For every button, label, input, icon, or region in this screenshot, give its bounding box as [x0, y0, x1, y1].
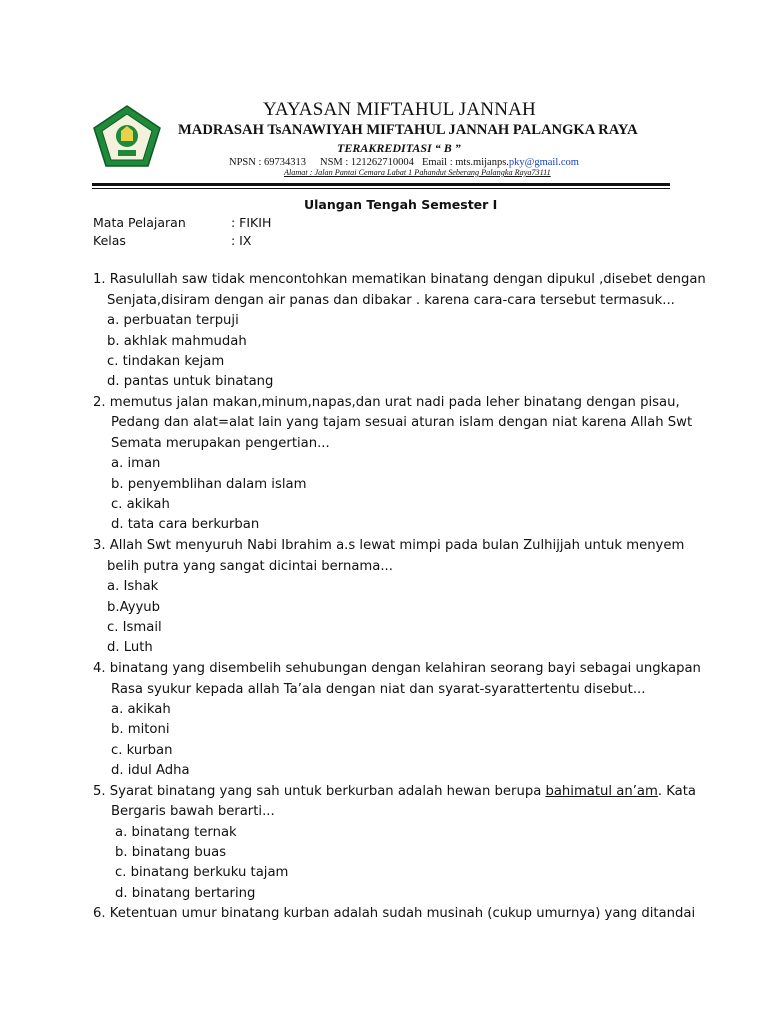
q5-line2: Bergaris bawah berarti... — [111, 804, 275, 819]
q5-underlined-term: bahimatul an’am — [545, 784, 658, 799]
email-label: Email : mts.mijanps. — [422, 157, 509, 168]
q4-line1: 4. binatang yang disembelih sehubungan dengan kelahiran seorang bayi sebagai ungkapan — [93, 661, 701, 676]
q3-option-b: b.Ayyub — [107, 600, 161, 615]
subject-label: Mata Pelajaran — [93, 215, 186, 230]
q2-option-a: a. iman — [111, 456, 161, 471]
q4-option-b: b. mitoni — [111, 722, 170, 737]
q2-line3: Semata merupakan pengertian... — [111, 436, 330, 451]
q2-line1: 2. memutus jalan makan,minum,napas,dan urat nadi pada leher binatang dengan pisau, — [93, 395, 680, 410]
email — [422, 157, 579, 168]
q1-option-c: c. tindakan kejam — [107, 354, 225, 369]
q1-option-a: a. perbuatan terpuji — [107, 313, 239, 328]
q5-option-d: d. binatang bertaring — [115, 886, 256, 901]
q5-line1-end: . Kata — [657, 784, 696, 799]
subject-value: : FIKIH — [231, 215, 272, 230]
email-link[interactable]: pky@gmail.com — [508, 157, 579, 168]
q4-option-d: d. idul Adha — [111, 763, 190, 778]
q5-option-a: a. binatang ternak — [115, 825, 237, 840]
header-rule-thin — [92, 188, 670, 189]
school-logo — [92, 104, 162, 168]
npsn: NPSN : 69734313 — [229, 157, 307, 168]
q2-option-c: c. akikah — [111, 497, 170, 512]
class-value: : IX — [231, 233, 252, 248]
address: Alamat : Jalan Pantai Cemara Labat 1 Pahandut Seberang Palangka Raya73111 — [284, 168, 551, 177]
q3-option-a: a. Ishak — [107, 579, 159, 594]
school-name: MADRASAH TsANAWIYAH MIFTAHUL JANNAH PALANGKA RAYA — [178, 122, 638, 138]
q2-option-d: d. tata cara berkurban — [111, 517, 260, 532]
header-rule-thick — [92, 183, 670, 186]
q5-option-c: c. binatang berkuku tajam — [115, 865, 289, 880]
q4-line2: Rasa syukur kepada allah Ta’ala dengan niat dan syarat-syarattertentu disebut... — [111, 682, 646, 697]
q4-option-a: a. akikah — [111, 702, 171, 717]
q2-line2: Pedang dan alat=alat lain yang tajam sesuai aturan islam dengan niat karena Allah Swt — [111, 415, 693, 430]
q3-option-c: c. Ismail — [107, 620, 162, 635]
q4-option-c: c. kurban — [111, 743, 173, 758]
q5-option-b: b. binatang buas — [115, 845, 227, 860]
q3-line1: 3. Allah Swt menyuruh Nabi Ibrahim a.s lewat mimpi pada bulan Zulhijjah untuk menyem — [93, 538, 685, 553]
exam-title: Ulangan Tengah Semester I — [304, 197, 498, 212]
class-label: Kelas — [93, 233, 126, 248]
q3-line2: belih putra yang sangat dicintai bernama... — [107, 559, 393, 574]
q1-line1: 1. Rasulullah saw tidak mencontohkan mematikan binatang dengan dipukul ,disebet dengan — [93, 272, 706, 287]
foundation-name: YAYASAN MIFTAHUL JANNAH — [263, 99, 536, 120]
q5-line1-start: 5. Syarat binatang yang sah untuk berkurban adalah hewan berupa — [93, 784, 546, 799]
q5-line1 — [93, 784, 696, 799]
q6-line1: 6. Ketentuan umur binatang kurban adalah sudah musinah (cukup umurnya) yang ditandai — [93, 906, 696, 921]
accreditation: TERAKREDITASI “ B ” — [337, 141, 461, 155]
q1-option-b: b. akhlak mahmudah — [107, 334, 247, 349]
q1-line2: Senjata,disiram dengan air panas dan dibakar . karena cara-cara tersebut termasuk... — [107, 293, 675, 308]
q1-option-d: d. pantas untuk binatang — [107, 374, 274, 389]
q2-option-b: b. penyemblihan dalam islam — [111, 477, 307, 492]
q3-option-d: d. Luth — [107, 640, 153, 655]
nsm: NSM : 121262710004 — [320, 157, 414, 168]
